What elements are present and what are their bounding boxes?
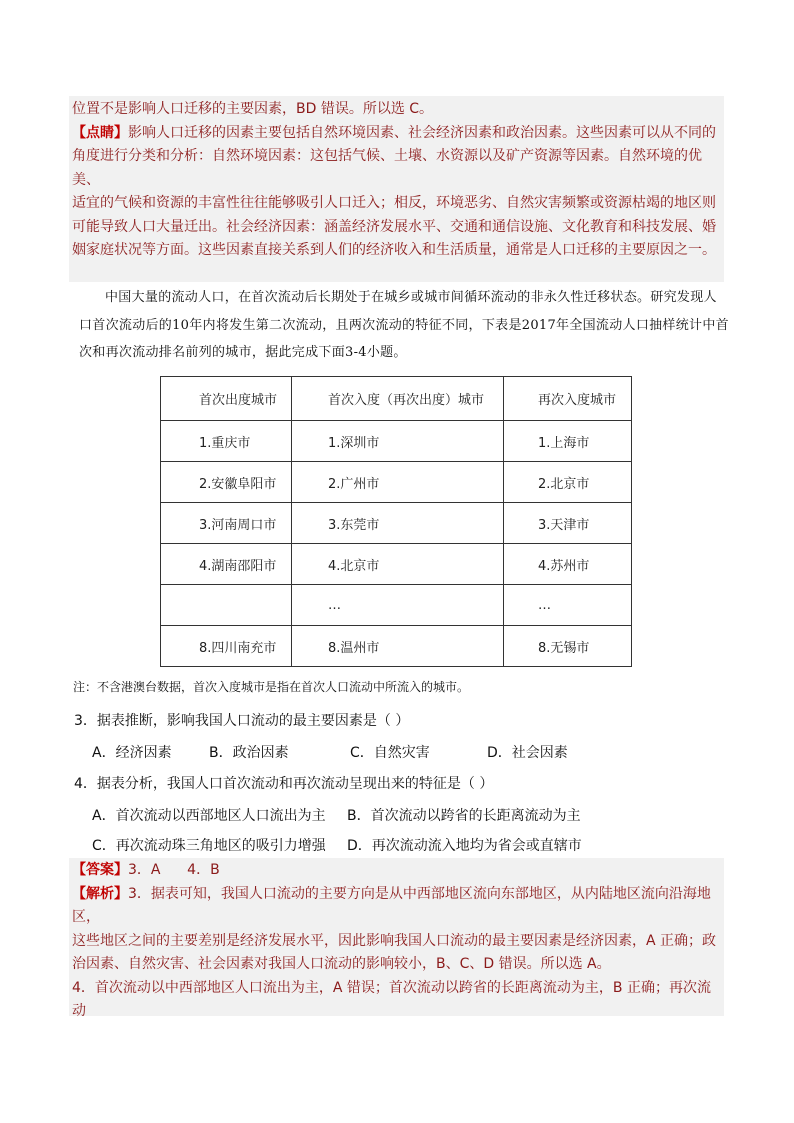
table-cell — [161, 585, 292, 626]
table-cell: 3.东莞市 — [292, 503, 504, 544]
tip-line: 角度进行分类和分析：自然环境因素：这包括气候、土壤、水资源以及矿产资源等因素。自然环境的优美、 — [72, 148, 702, 188]
option-d[interactable]: D．再次流动流入地均为省会或直辖市 — [347, 838, 582, 854]
analysis-text: 3．据表可知，我国人口流动的主要方向是从中西部地区流向东部地区，从内陆地区流向沿海地区， — [72, 885, 711, 925]
option-a[interactable]: A．首次流动以西部地区人口流出为主 — [92, 808, 326, 824]
tip-paragraph — [72, 122, 721, 146]
table-cell: … — [292, 585, 504, 626]
question-4-options-row2 — [92, 835, 582, 855]
table-cell: 8.无锡市 — [504, 626, 632, 667]
table-header-cell: 再次入度城市 — [504, 377, 632, 421]
passage-text: 中国大量的流动人口，在首次流动后长期处于在城乡或城市间循环流动的非永久性迁移状态。研究发现人口首次流动后的10年内将发生第二次流动，且两次流动的特征不同，下表是2017年全国流动人口抽样统计中首次和再次流动排名前列的城市，据此完成下面3-4小题。 — [79, 290, 729, 360]
table-cell: 1.重庆市 — [161, 421, 292, 462]
answer-analysis-block — [69, 858, 724, 1019]
answer-text: 3．A 4．B — [128, 862, 220, 878]
table-header-cell: 首次入度（再次出度）城市 — [292, 377, 504, 421]
analysis-tag: 【解析】 — [72, 885, 128, 902]
answer-tag: 【答案】 — [72, 862, 128, 878]
table-cell: 8.四川南充市 — [161, 626, 292, 667]
question-4-options-row1 — [92, 805, 581, 825]
question-3-stem: 3．据表推断，影响我国人口流动的最主要因素是（ ） — [74, 713, 410, 729]
question-3-options — [92, 742, 568, 762]
table-header-cell: 首次出度城市 — [161, 377, 292, 421]
option-b[interactable]: B．首次流动以跨省的长距离流动为主 — [347, 808, 581, 824]
table-row — [161, 421, 632, 462]
analysis-line: 治因素、自然灾害、社会因素对我国人口流动的影响较小，B、C、D 错误。所以选 A。 — [72, 956, 611, 972]
table-row — [161, 462, 632, 503]
table-row — [161, 585, 632, 626]
table-cell: 2.北京市 — [504, 462, 632, 503]
city-ranking-table — [160, 376, 632, 667]
table-row — [161, 544, 632, 585]
table-cell: 3.河南周口市 — [161, 503, 292, 544]
table-cell: 3.天津市 — [504, 503, 632, 544]
option-c[interactable]: C．再次流动珠三角地区的吸引力增强 — [92, 838, 326, 854]
analysis-line — [72, 883, 721, 930]
answer-line — [72, 859, 721, 883]
table-cell: 2.广州市 — [292, 462, 504, 503]
option-b[interactable]: B．政治因素 — [209, 745, 289, 761]
table-cell: 1.上海市 — [504, 421, 632, 462]
table-cell: 4.苏州市 — [504, 544, 632, 585]
analysis-line: 4．首次流动以中西部地区人口流出为主，A 错误；首次流动以跨省的长距离流动为主，B 正确；再次流动 — [72, 979, 711, 1019]
table-row — [161, 503, 632, 544]
option-d[interactable]: D．社会因素 — [487, 745, 568, 761]
question-4-stem: 4．据表分析，我国人口首次流动和再次流动呈现出来的特征是（ ） — [74, 776, 494, 792]
table-cell: 4.湖南邵阳市 — [161, 544, 292, 585]
table-cell: 2.安徽阜阳市 — [161, 462, 292, 503]
table-cell: 1.深圳市 — [292, 421, 504, 462]
option-c[interactable]: C．自然灾害 — [350, 745, 430, 761]
table-cell: 8.温州市 — [292, 626, 504, 667]
analysis-line: 这些地区之间的主要差别是经济发展水平，因此影响我国人口流动的最主要因素是经济因素，A 正确；政 — [72, 932, 717, 949]
tip-line: 姻家庭状况等方面。这些因素直接关系到人们的经济收入和生活质量，通常是人口迁移的主要原因之一。 — [72, 242, 716, 258]
tip-line: 可能导致人口大量迁出。社会经济因素：涵盖经济发展水平、交通和通信设施、文化教育和科技发展、婚 — [72, 218, 716, 235]
table-cell: … — [504, 585, 632, 626]
table-row — [161, 626, 632, 667]
explanation-line: 位置不是影响人口迁移的主要因素，BD 错误。所以选 C。 — [72, 101, 434, 117]
tip-line: 适宜的气候和资源的丰富性往往能够吸引人口迁入；相反，环境恶劣、自然灾害频繁或资源枯竭的地区则 — [72, 195, 716, 211]
option-a[interactable]: A．经济因素 — [92, 745, 172, 761]
tip-tag: 【点睛】 — [72, 124, 128, 141]
tip-line: 影响人口迁移的因素主要包括自然环境因素、社会经济因素和政治因素。这些因素可以从不同的 — [128, 124, 716, 141]
table-note: 注：不含港澳台数据，首次入度城市是指在首次人口流动中所流入的城市。 — [73, 680, 470, 694]
table-cell: 4.北京市 — [292, 544, 504, 585]
table-header-row — [161, 377, 632, 421]
reading-passage — [79, 284, 729, 367]
explanation-block-top — [69, 96, 724, 282]
